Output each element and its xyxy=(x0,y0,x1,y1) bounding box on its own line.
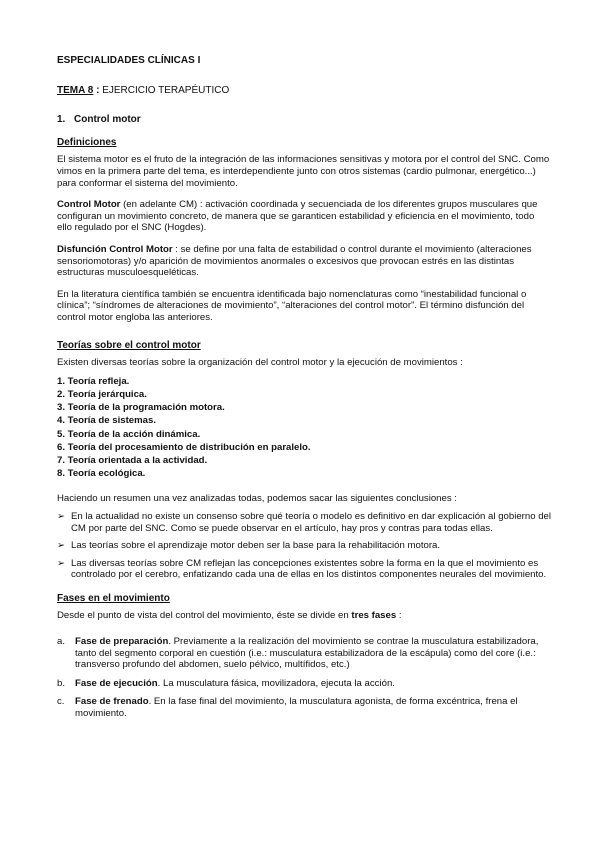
list-item: 2. Teoría jerárquica. xyxy=(57,388,147,400)
phase-text: . La musculatura fásica, movilizadora, ejecuta la acción. xyxy=(157,677,395,689)
phase-text: . Previamente a la realización del movimiento se contrae la musculatura estabilizadora, tanto del segmento corporal en cuestión (i.e.: musculatura estabilizadora de la escápula) como del core (i.e.: transverso profundo del abdomen, suelo pélvico, multífidos, etc.) xyxy=(75,636,539,671)
fases-list xyxy=(57,636,551,720)
fases-intro xyxy=(57,610,551,622)
subject-title: ESPECIALIDADES CLÍNICAS I xyxy=(57,55,201,66)
teorias-intro: Existen diversas teorías sobre la organización del control motor y la ejecución de movimientos : xyxy=(57,357,463,369)
arrow-bullet-icon: ➢ xyxy=(57,557,66,569)
teorias-list xyxy=(57,375,551,481)
conclusion-text: En la actualidad no existe un consenso sobre qué teoría o modelo es definitivo en dar explicación al gobierno del CM por parte del SNC. Como se puede observar en el artículo, hay pros y contras para todas ellas. xyxy=(71,510,552,534)
conclusions-list xyxy=(57,511,551,581)
tema-heading xyxy=(57,85,551,97)
section-number: 1. xyxy=(57,114,66,126)
conclusion-text: Las teorías sobre el aprendizaje motor deben ser la base para la rehabilitación motora. xyxy=(71,540,441,552)
control-motor-definition xyxy=(57,199,551,234)
arrow-bullet-icon: ➢ xyxy=(57,540,66,552)
control-motor-term: Control Motor xyxy=(57,199,121,211)
list-item xyxy=(57,558,551,581)
phase-term: Fase de frenado xyxy=(75,696,149,708)
fases-intro-end: : xyxy=(396,610,402,622)
definiciones-heading: Definiciones xyxy=(57,136,117,148)
section-heading xyxy=(57,114,551,126)
list-item: 1. Teoría refleja. xyxy=(57,375,130,387)
phase-letter: b. xyxy=(57,677,66,689)
disfuncion-definition xyxy=(57,244,551,279)
list-item xyxy=(57,636,551,671)
phase-letter: a. xyxy=(57,636,66,648)
list-item xyxy=(57,511,551,534)
definiciones-intro: El sistema motor es el fruto de la integración de las informaciones sensitivas y motora por el control del SNC. Como vimos en la primera parte del tema, es interdependiente junto con otros sistemas (cardio pulmonar, energético...) para conformar el sistema del movimiento. xyxy=(57,154,550,189)
list-item: 5. Teoría de la acción dinámica. xyxy=(57,428,201,440)
list-item xyxy=(57,678,551,690)
disfuncion-text: : se define por una falta de estabilidad o control durante el movimiento (alteraciones sensoriomotoras) y/o aparición de movimientos anormales o excesivos que provocan estrés en las distintas estructuras musculoesqueléticas. xyxy=(57,243,532,279)
phase-letter: c. xyxy=(57,696,65,708)
arrow-bullet-icon: ➢ xyxy=(57,510,66,522)
literatura-paragraph: En la literatura científica también se encuentra identificada bajo nomenclaturas como “inestabilidad funcional o clínica”; “síndromes de alteraciones de movimiento”, “alteraciones del control motor”. El término disfunción del control motor engloba las anteriores. xyxy=(57,288,527,323)
tema-title: EJERCICIO TERAPÉUTICO xyxy=(102,84,230,96)
list-item: 7. Teoría orientada a la actividad. xyxy=(57,454,208,466)
phase-term: Fase de ejecución xyxy=(75,677,158,689)
list-item: 3. Teoría de la programación motora. xyxy=(57,402,225,414)
phase-text: . En la fase final del movimiento, la musculatura agonista, de forma excéntrica, frena el movimiento. xyxy=(75,696,518,720)
list-item: 6. Teoría del procesamiento de distribución en paralelo. xyxy=(57,441,311,453)
document-page xyxy=(57,55,551,727)
list-item xyxy=(57,696,551,719)
fases-intro-start: Desde el punto de vista del control del movimiento, éste se divide en xyxy=(57,610,352,622)
control-motor-text: (en adelante CM) : activación coordinada y secuenciada de los diferentes grupos musculares que configuran un movimiento concreto, de manera que se garanticen estabilidad y eficiencia en el movimiento, todo ello regulado por el SNC (Hogdes). xyxy=(57,199,538,234)
disfuncion-term: Disfunción Control Motor xyxy=(57,243,173,255)
fases-intro-bold: tres fases xyxy=(351,610,397,622)
conclusion-text: Las diversas teorías sobre CM reflejan las concepciones existentes sobre la forma en la que el movimiento es controlado por el cerebro, enfatizando cada una de ellas en los distintos componentes neurales del movimiento. xyxy=(71,557,547,581)
list-item: 8. Teoría ecológica. xyxy=(57,468,146,480)
list-item: 4. Teoría de sistemas. xyxy=(57,415,157,427)
tema-sep: : xyxy=(93,84,103,96)
conclusion-intro: Haciendo un resumen una vez analizadas todas, podemos sacar las siguientes conclusiones : xyxy=(57,493,457,505)
list-item xyxy=(57,540,551,552)
phase-term: Fase de preparación xyxy=(75,636,169,648)
tema-label: TEMA 8 xyxy=(57,84,94,96)
section-title: Control motor xyxy=(74,114,141,126)
teorias-heading: Teorías sobre el control motor xyxy=(57,339,201,351)
fases-heading: Fases en el movimiento xyxy=(57,592,170,604)
